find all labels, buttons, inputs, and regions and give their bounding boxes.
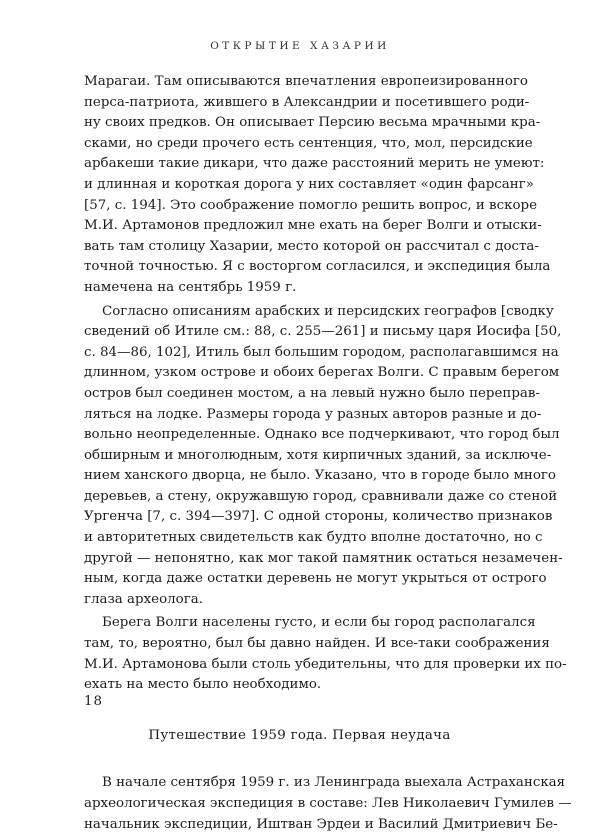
text-line: начальник экспедиции, Иштван Эрдеи и Василий Дмитриевич Бе- [84, 816, 558, 832]
text-line: вать там столицу Хазарии, место которой он рассчитал с доста- [84, 238, 539, 254]
text-line: Берега Волги населены густо, и если бы город располагался [102, 615, 536, 631]
text-line: перса-патриота, жившего в Александрии и посетившего роди- [84, 94, 530, 110]
text-line: М.И. Артамонов предложил мне ехать на берег Волги и отыски- [84, 218, 542, 234]
text-line: и авторитетных свидетельств как будто вполне достаточно, но с [84, 530, 543, 546]
paragraph [84, 72, 551, 299]
paragraph [84, 302, 563, 611]
section-heading: Путешествие 1959 года. Первая неудача [148, 727, 451, 743]
text-line: ляться на лодке. Размеры города у разных авторов разные и до- [84, 406, 542, 422]
text-line: нием ханского дворца, не было. Указано, что в городе было много [84, 468, 556, 484]
text-body [84, 72, 572, 835]
text-line: остров был соединен мостом, а на левый нужно было переправ- [84, 385, 540, 401]
text-line: другой — непонятно, как мог такой памятник остаться незамечен- [84, 550, 563, 566]
text-line: археологическая экспедиция в составе: Лев Николаевич Гумилев — [84, 796, 572, 811]
text-line: там, то, вероятно, был бы давно найден. И все-таки соображения [84, 636, 550, 652]
text-line: обширным и многолюдным, хотя кирпичных зданий, за исключе- [84, 447, 552, 463]
text-line: Согласно описаниям арабских и персидских географов [сводку [102, 303, 554, 319]
text-line: В начале сентября 1959 г. из Ленинграда выехала Астраханская [102, 775, 566, 791]
text-line: М.И. Артамонова были столь убедительны, что для проверки их по- [84, 656, 567, 672]
page-number: 18 [84, 694, 104, 709]
text-line: [57, с. 194]. Это соображение помогло решить вопрос, и вскоре [84, 197, 538, 213]
text-line: ным, когда даже остатки деревень не могут укрыться от острого [84, 571, 547, 587]
text-line: Марагаи. Там описываются впечатления европеизированного [84, 74, 528, 89]
running-head: ОТКРЫТИЕ ХАЗАРИИ [210, 40, 390, 52]
text-line: и длинная и короткая дорога у них составляет «один фарсанг» [84, 176, 534, 192]
text-line: с. 84—86, 102], Итиль был большим городом, располагавшимся на [84, 344, 559, 360]
text-line: сведений об Итиле см.: 88, с. 255—261] и письму царя Иосифа [50, [84, 324, 562, 340]
text-line: деревьев, а стену, окружавшую город, сравнивали даже со стеной [84, 488, 558, 504]
text-line: намечена на сентябрь 1959 г. [84, 279, 297, 295]
text-line: вольно неопределенные. Однако все подчеркивают, что город был [84, 427, 560, 443]
text-line: ну своих предков. Он описывает Персию весьма мрачными кра- [84, 115, 541, 131]
text-line: глаза археолога. [84, 591, 203, 607]
text-line: Ургенча [7, с. 394—397]. С одной стороны, количество признаков [84, 509, 553, 525]
text-line: сками, но среди прочего есть сентенция, что, мол, персидские [84, 135, 533, 151]
paragraph [84, 773, 572, 835]
paragraph [84, 613, 567, 695]
text-line: длинном, узком острове и обоих берегах Волги. С правым берегом [84, 365, 560, 381]
text-line: точной точностью. Я с восторгом согласился, и экспедиция была [84, 259, 551, 275]
text-line: ехать на место было необходимо. [84, 677, 322, 693]
text-line: арбакеши такие дикари, что даже расстояний мерить не умеют: [84, 156, 545, 172]
